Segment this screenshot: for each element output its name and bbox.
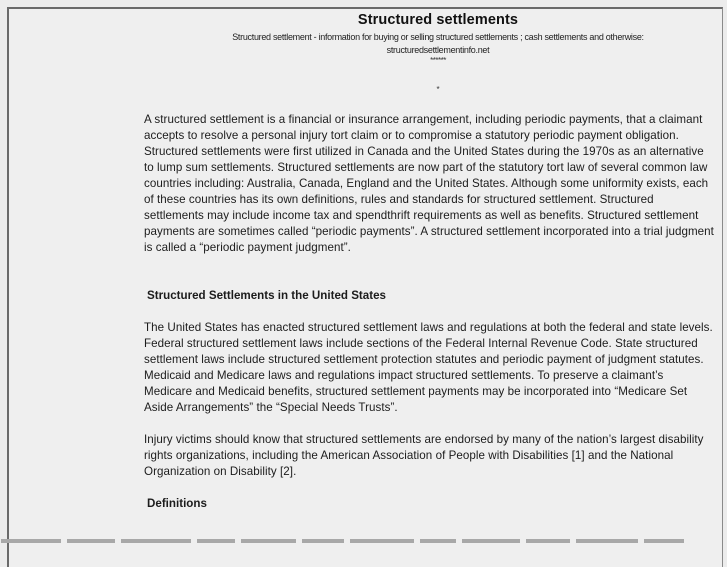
clipped-glyphs: [526, 539, 570, 543]
disability-endorsement-paragraph: Injury victims should know that structured settlements are endorsed by many of the nation’s largest disability rights organizations, including the American Association of People with Disabilities [1] and the National Organization on Disability [2].: [144, 433, 704, 478]
page-title: Structured settlements: [357, 12, 519, 28]
clipped-glyphs: [644, 539, 684, 543]
clipped-glyphs: [1, 539, 61, 543]
section-heading-us: Structured Settlements in the United States: [147, 289, 387, 302]
clipped-text-line: [1, 527, 717, 543]
spacer: [144, 304, 714, 320]
spacer: [144, 480, 714, 496]
site-name: structuredsettlementinfo.net: [386, 45, 490, 55]
clipped-glyphs: [67, 539, 115, 543]
us-laws-paragraph: The United States has enacted structured settlement laws and regulations at both the federal and state levels. Federal structured settlement laws include sections of the Federal Internal Revenue Code. State structured settlement laws include structured settlement protection statutes and periodic payment of judgment statutes. Medicaid and Medicare laws and regulations impact structured settlements. To preserve a claimant’s Medicare and Medicaid benefits, structured settlement payments may be incorporated into “Medicare Set Aside Arrangements” the “Special Needs Trusts”.: [144, 321, 713, 414]
intro-paragraph: A structured settlement is a financial or insurance arrangement, including periodic payments, that a claimant accepts to resolve a personal injury tort claim or to compromise a statutory periodic payment obligation. Structured settlements were first utilized in Canada and the United States during the 1970s as an alternative to lump sum settlements. Structured settlements are now part of the statutory tort law of several common law countries including: Australia, Canada, England and the United States. Although some uniformity exists, each of these countries has its own definitions, rules and standards for structured settlement. Structured settlements may include income tax and spendthrift requirements as well as benefits. Structured settlement payments are sometimes called “periodic payments”. A structured settlement incorporated into a trial judgment is called a “periodic payment judgment”.: [144, 113, 714, 254]
section-heading-definitions: Definitions: [147, 497, 207, 510]
single-star-divider: *: [436, 85, 440, 94]
spacer: [144, 416, 714, 432]
clipped-glyphs: [241, 539, 296, 543]
clipped-glyphs: [576, 539, 638, 543]
star-divider: ******: [430, 56, 446, 65]
clipped-glyphs: [197, 539, 235, 543]
clipped-glyphs: [462, 539, 520, 543]
clipped-glyphs: [302, 539, 344, 543]
clipped-glyphs: [420, 539, 456, 543]
page-header: [154, 9, 722, 95]
article-body: [144, 112, 714, 512]
page-subtitle: Structured settlement - information for buying or selling structured settlements ; cash settlements and otherwise:: [232, 32, 644, 42]
spacer: [144, 256, 714, 288]
clipped-glyphs: [350, 539, 414, 543]
clipped-glyphs: [121, 539, 191, 543]
